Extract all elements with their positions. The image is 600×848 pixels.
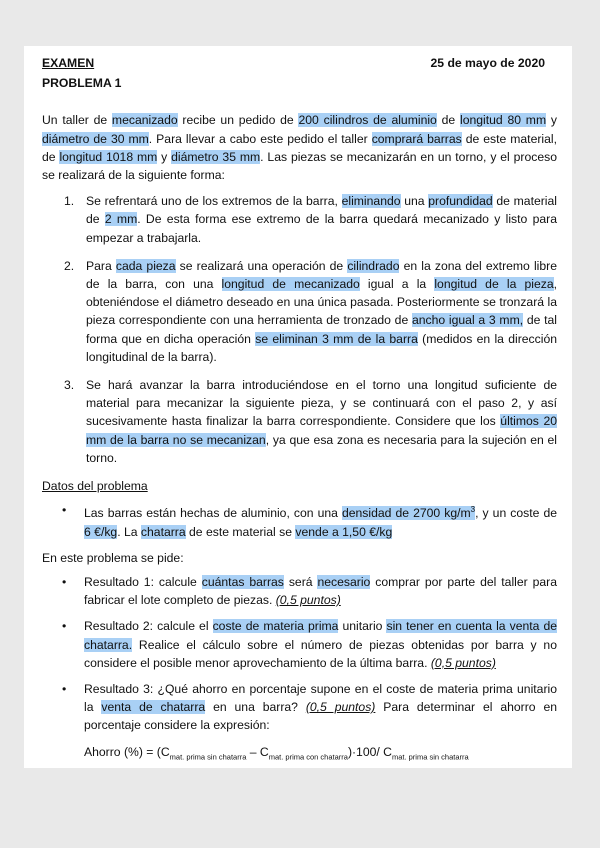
exam-title: EXAMEN [42, 56, 95, 70]
highlight: longitud de la pieza [434, 277, 554, 292]
problem-title: PROBLEMA 1 [42, 76, 122, 91]
highlight: venta de chatarra [101, 700, 206, 715]
highlight: cada pieza [115, 258, 176, 273]
savings-formula: Ahorro (%) = $(C_{mat. prima sin chatarra} - C_{mat. prima con chatarra})\cdot 100/$ $C_{mat. prima sin chatarra}$ [84, 744, 469, 761]
highlight: diámetro de 30 mm [42, 131, 149, 146]
document-page [24, 46, 572, 768]
step-2: 2. Para cada pieza se realizará una operación de cilindrado en la zona del extremo libre de la barra, con una longitud de mecanizado igual a la longitud de la pieza, obteniéndose el diámetro deseado en una única pasada. Posteriormente se tronzará la pieza correspondiente con una herramienta de tronzado de ancho igual a 3 mm, de tal forma que en dicha operación se eliminan 3 mm de la barra (medidos en la dirección longitudinal de la barra). [64, 258, 558, 364]
highlight: últimos 20 mm de la barra no se mecanizan [86, 414, 558, 447]
highlight: coste de materia prima [212, 619, 339, 634]
highlight: ancho igual a 3 mm, [411, 313, 524, 328]
highlight: 2 mm [104, 212, 138, 227]
highlight: cilindrado [347, 258, 400, 273]
exam-date: 25 de mayo de 2020 [430, 56, 545, 70]
step-1: 1. Se refrentará uno de los extremos de la barra, eliminando una profundidad de material de 2 mm. De esta forma ese extremo de la barra quedará mecanizado y listo para empezar a trabajarla. [64, 194, 558, 245]
highlight: necesario [317, 574, 371, 589]
result-3: • Resultado 3: ¿Qué ahorro en porcentaje supone en el coste de materia prima unitario la venta de chatarra en una barra? (0,5 puntos) Para determinar el ahorro en porcentaje considere la expresión: [62, 681, 557, 733]
bullet-icon: • [62, 574, 67, 589]
highlight: longitud de mecanizado [221, 277, 360, 292]
highlight: cuántas barras [201, 574, 284, 589]
result-2: • Resultado 2: calcule el coste de materia prima unitario sin tener en cuenta la venta de chatarra. Realice el cálculo sobre el número de piezas obtenidas por barra y no considere el posible menor aprovechamiento de la última barra. (0,5 puntos) [62, 619, 557, 670]
highlight: longitud 1018 mm [59, 149, 158, 164]
step-number: 3. [64, 378, 75, 393]
intro-paragraph: Un taller de mecanizado recibe un pedido de 200 cilindros de aluminio de longitud 80 mm y diámetro de 30 mm. Para llevar a cabo este pedido el taller comprará barras de este material, de longitud 1018 mm y diámetro 35 mm. Las piezas se mecanizarán en un torno, y el proceso se realizará de la siguiente forma: [42, 113, 558, 183]
highlight: chatarra [140, 524, 186, 539]
highlight: 200 cilindros de aluminio [298, 113, 437, 128]
highlight: eliminando [341, 194, 401, 209]
points-label: (0,5 puntos) [430, 655, 496, 670]
data-section-title: Datos del problema [42, 479, 148, 494]
data-item: • Las barras están hechas de aluminio, con una densidad de 2700 $kg/m^3$, y un coste de 6 €/kg. La chatarra de este material se vende a 1,50 €/kg [62, 503, 557, 539]
results-list [42, 573, 557, 735]
document-body [42, 54, 557, 766]
highlight: diámetro 35 mm [171, 149, 261, 164]
request-intro: En este problema se pide: [42, 550, 184, 565]
bullet-icon: • [62, 681, 67, 696]
highlight: densidad de 2700 $kg/m^3$ [341, 505, 476, 521]
step-number: 2. [64, 258, 75, 273]
highlight: mecanizado [111, 113, 178, 128]
highlight: comprará barras [371, 131, 462, 146]
result-1: • Resultado 1: calcule cuántas barras será necesario comprar por parte del taller para fabricar el lote completo de piezas. (0,5 puntos) [62, 574, 558, 608]
points-label: (0,5 puntos) [275, 593, 341, 608]
highlight: vende a 1,50 €/kg [295, 524, 393, 539]
step-number: 1. [64, 194, 75, 209]
highlight: longitud 80 mm [459, 113, 547, 128]
highlight: 6 €/kg [84, 524, 118, 539]
step-3: 3. Se hará avanzar la barra introduciéndose en el torno una longitud suficiente de material para mecanizar la siguiente pieza, y se continuará con el paso 2, y así sucesivamente hasta finalizar la barra correspondiente. Considere que los últimos 20 mm de la barra no se mecanizan, ya que esa zona es necesaria para la sujeción en el torno. [64, 378, 558, 465]
process-steps [42, 192, 557, 467]
highlight: se eliminan 3 mm de la barra [255, 331, 418, 346]
bullet-icon: • [62, 619, 67, 634]
header [42, 54, 557, 72]
highlight: sin tener en cuenta la venta de chatarra. [84, 619, 557, 652]
data-list [42, 501, 557, 540]
points-label: (0,5 puntos) [305, 700, 376, 715]
highlight: profundidad [428, 194, 493, 209]
bullet-icon: • [62, 503, 67, 518]
